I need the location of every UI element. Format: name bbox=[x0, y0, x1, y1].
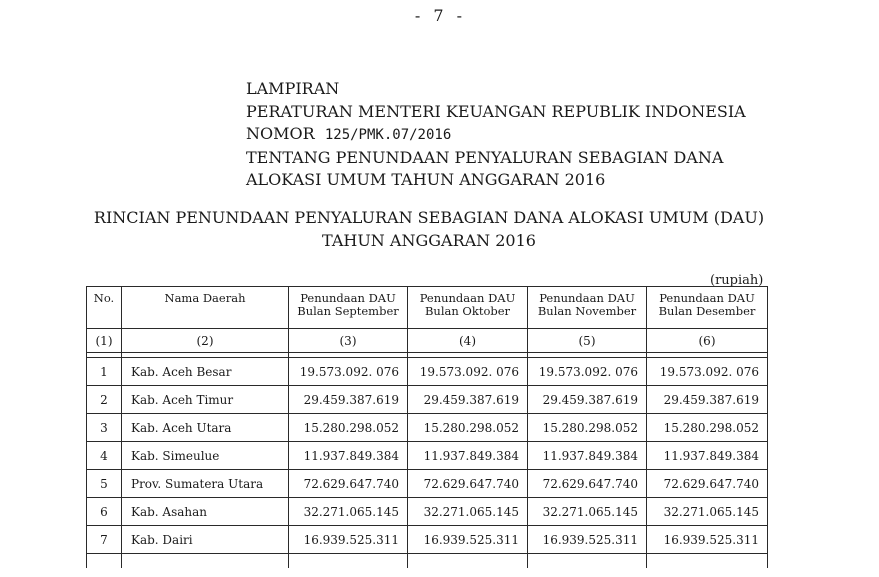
cell-nama-daerah: Kab. Aceh Besar bbox=[122, 358, 289, 386]
cell-november: 11.937.849.384 bbox=[528, 442, 647, 470]
cell-nama-daerah: Kab. Asahan bbox=[122, 498, 289, 526]
nomor-value: 125/PMK.07/2016 bbox=[324, 127, 452, 143]
column-number: (4) bbox=[408, 329, 528, 353]
currency-note: (rupiah) bbox=[710, 273, 764, 288]
column-number: (6) bbox=[647, 329, 768, 353]
table-row bbox=[87, 386, 768, 414]
table-continuation-row bbox=[87, 554, 768, 569]
cell-september: 16.939.525.311 bbox=[289, 526, 408, 554]
column-number: (2) bbox=[122, 329, 289, 353]
cell-oktober: 19.573.092. 076 bbox=[408, 358, 528, 386]
cell-oktober: 16.939.525.311 bbox=[408, 526, 528, 554]
cell-oktober: 72.629.647.740 bbox=[408, 470, 528, 498]
cell-september: 11.937.849.384 bbox=[289, 442, 408, 470]
header-oktober: Penundaan DAU Bulan Oktober bbox=[408, 287, 528, 329]
table-header-row bbox=[87, 287, 768, 329]
cell-oktober: 11.937.849.384 bbox=[408, 442, 528, 470]
cell-nama-daerah: Prov. Sumatera Utara bbox=[122, 470, 289, 498]
cell-november: 16.939.525.311 bbox=[528, 526, 647, 554]
cell-desember: 32.271.065.145 bbox=[647, 498, 768, 526]
cell-november: 32.271.065.145 bbox=[528, 498, 647, 526]
cell-november: 15.280.298.052 bbox=[528, 414, 647, 442]
cell-oktober: 32.271.065.145 bbox=[408, 498, 528, 526]
document-title-line-2: TAHUN ANGGARAN 2016 bbox=[322, 230, 536, 250]
column-number: (1) bbox=[87, 329, 122, 353]
cell-no: 3 bbox=[87, 414, 122, 442]
table-row bbox=[87, 442, 768, 470]
cell-desember: 15.280.298.052 bbox=[647, 414, 768, 442]
header-nama-daerah: Nama Daerah bbox=[122, 287, 289, 329]
lampiran-line-2: PERATURAN MENTERI KEUANGAN REPUBLIK INDONESIA bbox=[246, 101, 746, 121]
dau-table bbox=[86, 286, 768, 568]
cell-no: 5 bbox=[87, 470, 122, 498]
cell-no: 6 bbox=[87, 498, 122, 526]
header-november: Penundaan DAU Bulan November bbox=[528, 287, 647, 329]
cell-november: 72.629.647.740 bbox=[528, 470, 647, 498]
table-row bbox=[87, 414, 768, 442]
cell-september: 29.459.387.619 bbox=[289, 386, 408, 414]
table-row bbox=[87, 526, 768, 554]
header-no: No. bbox=[87, 287, 122, 329]
cell-oktober: 15.280.298.052 bbox=[408, 414, 528, 442]
lampiran-block bbox=[246, 78, 746, 192]
document-title bbox=[0, 207, 858, 252]
cell-no: 7 bbox=[87, 526, 122, 554]
header-september: Penundaan DAU Bulan September bbox=[289, 287, 408, 329]
cell-oktober: 29.459.387.619 bbox=[408, 386, 528, 414]
cell-september: 32.271.065.145 bbox=[289, 498, 408, 526]
column-number-row bbox=[87, 329, 768, 353]
cell-nama-daerah: Kab. Aceh Timur bbox=[122, 386, 289, 414]
lampiran-line-3 bbox=[246, 123, 746, 147]
nomor-label: NOMOR bbox=[246, 124, 315, 143]
lampiran-line-5: ALOKASI UMUM TAHUN ANGGARAN 2016 bbox=[246, 170, 606, 189]
cell-september: 72.629.647.740 bbox=[289, 470, 408, 498]
cell-november: 29.459.387.619 bbox=[528, 386, 647, 414]
cell-september: 15.280.298.052 bbox=[289, 414, 408, 442]
column-number: (5) bbox=[528, 329, 647, 353]
cell-september: 19.573.092. 076 bbox=[289, 358, 408, 386]
table-row bbox=[87, 470, 768, 498]
cell-nama-daerah: Kab. Simeulue bbox=[122, 442, 289, 470]
lampiran-line-4: TENTANG PENUNDAAN PENYALURAN SEBAGIAN DANA bbox=[246, 147, 724, 167]
cell-desember: 29.459.387.619 bbox=[647, 386, 768, 414]
column-number: (3) bbox=[289, 329, 408, 353]
cell-desember: 72.629.647.740 bbox=[647, 470, 768, 498]
cell-desember: 11.937.849.384 bbox=[647, 442, 768, 470]
table-row bbox=[87, 358, 768, 386]
cell-no: 4 bbox=[87, 442, 122, 470]
cell-nama-daerah: Kab. Dairi bbox=[122, 526, 289, 554]
cell-nama-daerah: Kab. Aceh Utara bbox=[122, 414, 289, 442]
cell-november: 19.573.092. 076 bbox=[528, 358, 647, 386]
cell-no: 2 bbox=[87, 386, 122, 414]
cell-desember: 16.939.525.311 bbox=[647, 526, 768, 554]
lampiran-line-1: LAMPIRAN bbox=[246, 79, 340, 98]
header-desember: Penundaan DAU Bulan Desember bbox=[647, 287, 768, 329]
cell-no: 1 bbox=[87, 358, 122, 386]
cell-desember: 19.573.092. 076 bbox=[647, 358, 768, 386]
table-row bbox=[87, 498, 768, 526]
page-number: - 7 - bbox=[414, 6, 465, 25]
document-title-line-1: RINCIAN PENUNDAAN PENYALURAN SEBAGIAN DANA ALOKASI UMUM (DAU) bbox=[93, 208, 765, 227]
